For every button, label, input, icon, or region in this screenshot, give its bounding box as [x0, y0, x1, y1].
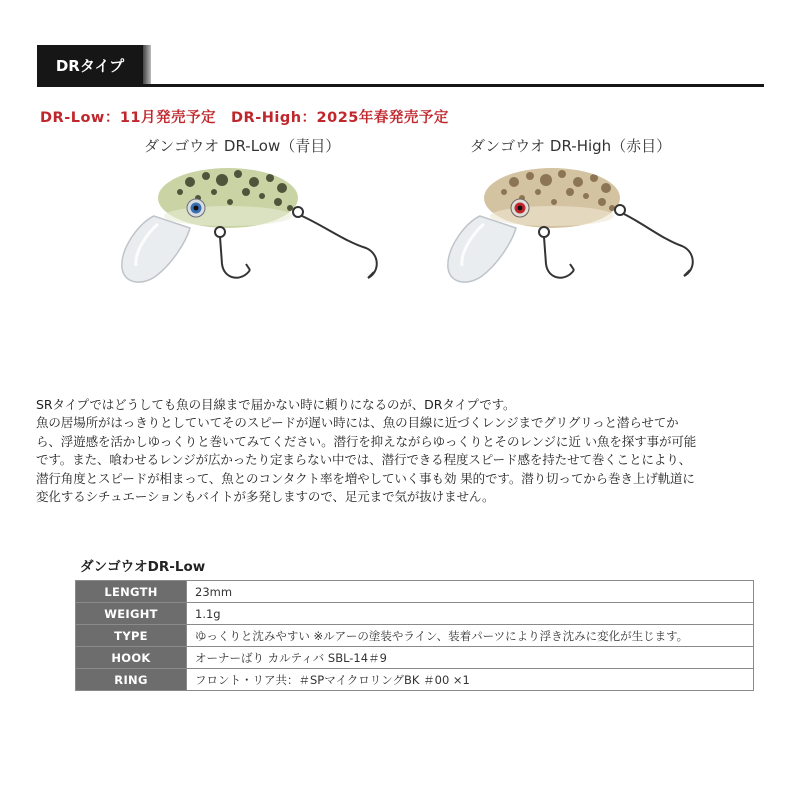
section-title: DRタイプ: [37, 45, 143, 87]
description-line: 変化するシチュエーションもバイトが多発しますので、足元まで気が抜けません。: [36, 489, 495, 505]
spec-table: [75, 580, 754, 691]
spec-value: フロント・リア共：＃SPマイクロリングBK ＃00 ×1: [187, 669, 754, 691]
release-schedule: DR-Low：11月発売予定 DR-High：2025年春発売予定: [40, 110, 449, 126]
product-caption-dr-low: ダンゴウオ DR-Low（青目）: [144, 137, 341, 155]
description-line: 魚の居場所がはっきりとしていてそのスピードが遅い時には、魚の目線に近づくレンジまでグリグリっと潜らせてか: [36, 415, 679, 431]
description-line: です。また、喰わせるレンジが広かったり定まらない中では、潜行できる程度スピード感を持たせて巻くことにより、: [36, 452, 692, 468]
spec-row-weight: [76, 603, 754, 625]
description-line: SRタイプではどうしても魚の目線まで届かない時に頼りになるのが、DRタイプです。: [36, 397, 516, 412]
spec-title: ダンゴウオDR-Low: [80, 559, 206, 575]
lure-hook-front: [539, 227, 574, 278]
description-line: ら、浮遊感を活かしゆっくりと巻いてみてください。潜行を抑えながらゆっくりとそのレンジに近 い魚を探す事が可能: [36, 433, 697, 449]
spec-row-type: [76, 625, 754, 647]
lure-hook-front: [215, 227, 250, 278]
lure-hook-rear: [293, 207, 377, 278]
spec-label: TYPE: [76, 625, 187, 647]
lure-hook-rear: [615, 205, 693, 276]
lure-lip: [122, 216, 190, 282]
spec-value: オーナーばり カルティバ SBL-14＃9: [187, 647, 754, 669]
spec-label: RING: [76, 669, 187, 691]
spec-label: WEIGHT: [76, 603, 187, 625]
spec-label: LENGTH: [76, 581, 187, 603]
spec-label: HOOK: [76, 647, 187, 669]
section-divider: [37, 84, 764, 87]
product-caption-dr-high: ダンゴウオ DR-High（赤目）: [470, 137, 672, 155]
lure-lip: [448, 216, 516, 282]
description-line: 潜行角度とスピードが相まって、魚とのコンタクト率を増やしていく事も効 果的です。潜り切ってから巻き上げ軌道に: [36, 470, 695, 486]
lure-body: [158, 168, 298, 228]
spec-value: 23mm: [187, 581, 754, 603]
spec-value: 1.1g: [187, 603, 754, 625]
lure-body: [484, 168, 620, 228]
lure-image-dr-high: [436, 168, 706, 298]
spec-row-length: [76, 581, 754, 603]
lure-eye: [187, 199, 205, 217]
lure-eye: [511, 199, 529, 217]
section-header: [37, 45, 764, 87]
spec-value: ゆっくりと沈みやすい ※ルアーの塗装やライン、装着パーツにより浮き沈みに変化が生じます。: [187, 625, 754, 647]
lure-image-dr-low: [110, 168, 390, 298]
spec-row-ring: [76, 669, 754, 691]
spec-row-hook: [76, 647, 754, 669]
product-description: [36, 396, 784, 506]
